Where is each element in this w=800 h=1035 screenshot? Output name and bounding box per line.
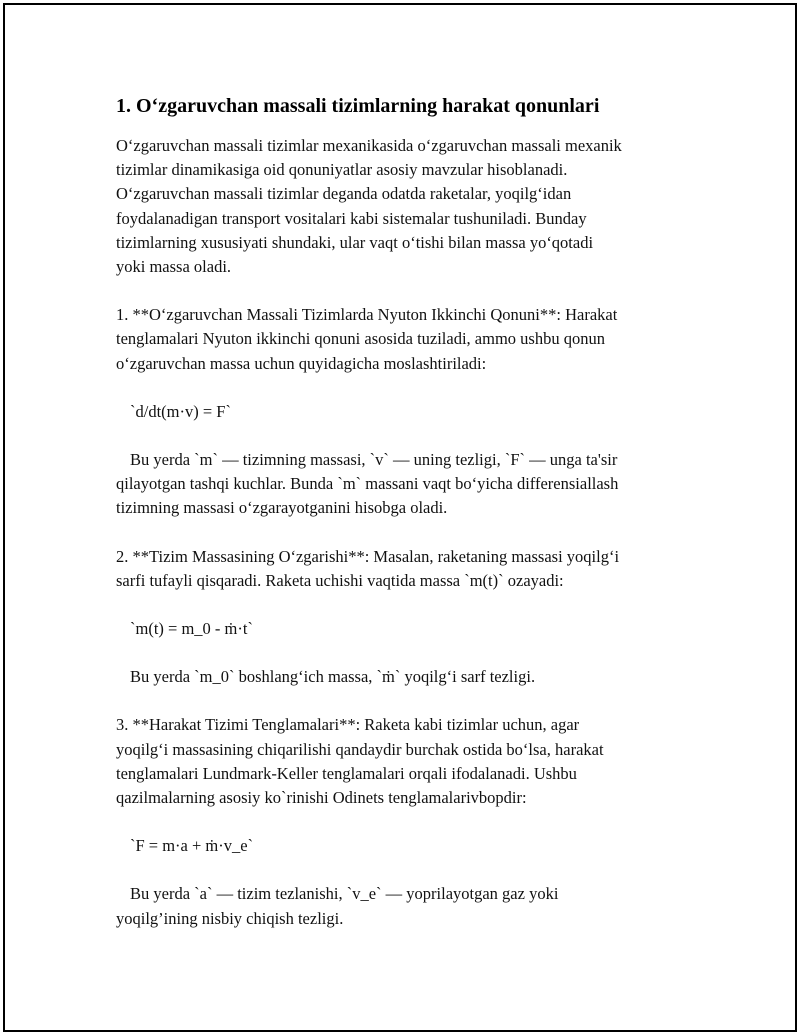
intro-line: foydalanadigan transport vositalari kabi sistemalar tushuniladi. Bunday [116,208,587,228]
explanation-line: Bu yerda `m` — tizimning massasi, `v` — uning tezligi, `F` — unga ta'sir [130,450,618,470]
section-title: 1. O‘zgaruvchan massali tizimlarning harakat qonunlari [116,95,600,117]
item-3-paragraph [116,713,696,810]
explanation-line: tizimning massasi o‘zgarayotganini hisobga oladi. [116,498,448,518]
intro-line: tizimlar dinamikasiga oid qonuniyatlar asosiy mavzular hisoblanadi. [116,160,568,180]
explanation-line: Bu yerda `a` — tizim tezlanishi, `v_e` — yoprilayotgan gaz yoki [130,884,559,904]
item-2-paragraph [116,545,696,593]
item-3-line: 3. **Harakat Tizimi Tenglamalari**: Raketa kabi tizimlar uchun, agar [116,715,580,735]
item-1-paragraph [116,303,696,376]
item-3-line: yoqilg‘i massasining chiqarilishi qandaydir burchak ostida bo‘lsa, harakat [116,739,604,759]
item-2-explanation [116,665,696,689]
item-1-line: o‘zgaruvchan massa uchun quyidagicha moslashtiriladi: [116,353,487,373]
intro-line: O‘zgaruvchan massali tizimlar mexanikasida o‘zgaruvchan massali mexanik [116,136,622,155]
item-2-line: 2. **Tizim Massasining O‘zgarishi**: Masalan, raketaning massasi yoqilg‘i [116,546,620,566]
explanation-line: qilayotgan tashqi kuchlar. Bunda `m` massani vaqt bo‘yicha differensiallash [116,474,619,494]
item-3-formula: `F = m·a + ṁ·v_e` [130,836,254,856]
item-2-line: sarfi tufayli qisqaradi. Raketa uchishi vaqtida massa `m(t)` ozayadi: [116,570,564,590]
document-body [116,92,696,931]
intro-paragraph [116,134,696,279]
explanation-line: yoqilg’ining nisbiy chiqish tezligi. [116,908,344,928]
intro-line: yoki massa oladi. [116,257,232,277]
item-3-explanation [116,882,696,930]
item-3-line: tenglamalari Lundmark-Keller tenglamalari orqali ifodalanadi. Ushbu [116,763,577,783]
item-1-line: tenglamalari Nyuton ikkinchi qonuni asosida tuziladi, ammo ushbu qonun [116,329,605,349]
intro-line: tizimlarning xususiyati shundaki, ular vaqt o‘tishi bilan massa yo‘qotadi [116,232,594,252]
item-1-explanation [116,448,696,521]
item-1-formula: `d/dt(m·v) = F` [130,401,231,421]
explanation-line: Bu yerda `m_0` boshlang‘ich massa, `ṁ` yoqilg‘i sarf tezligi. [130,667,536,687]
intro-line: O‘zgaruvchan massali tizimlar deganda odatda raketalar, yoqilg‘idan [116,184,572,204]
item-1-line: 1. **O‘zgaruvchan Massali Tizimlarda Nyuton Ikkinchi Qonuni**: Harakat [116,305,618,325]
item-2-formula: `m(t) = m_0 - ṁ·t` [130,619,253,639]
item-3-line: qazilmalarning asosiy ko`rinishi Odinets tenglamalarivbopdir: [116,788,527,808]
